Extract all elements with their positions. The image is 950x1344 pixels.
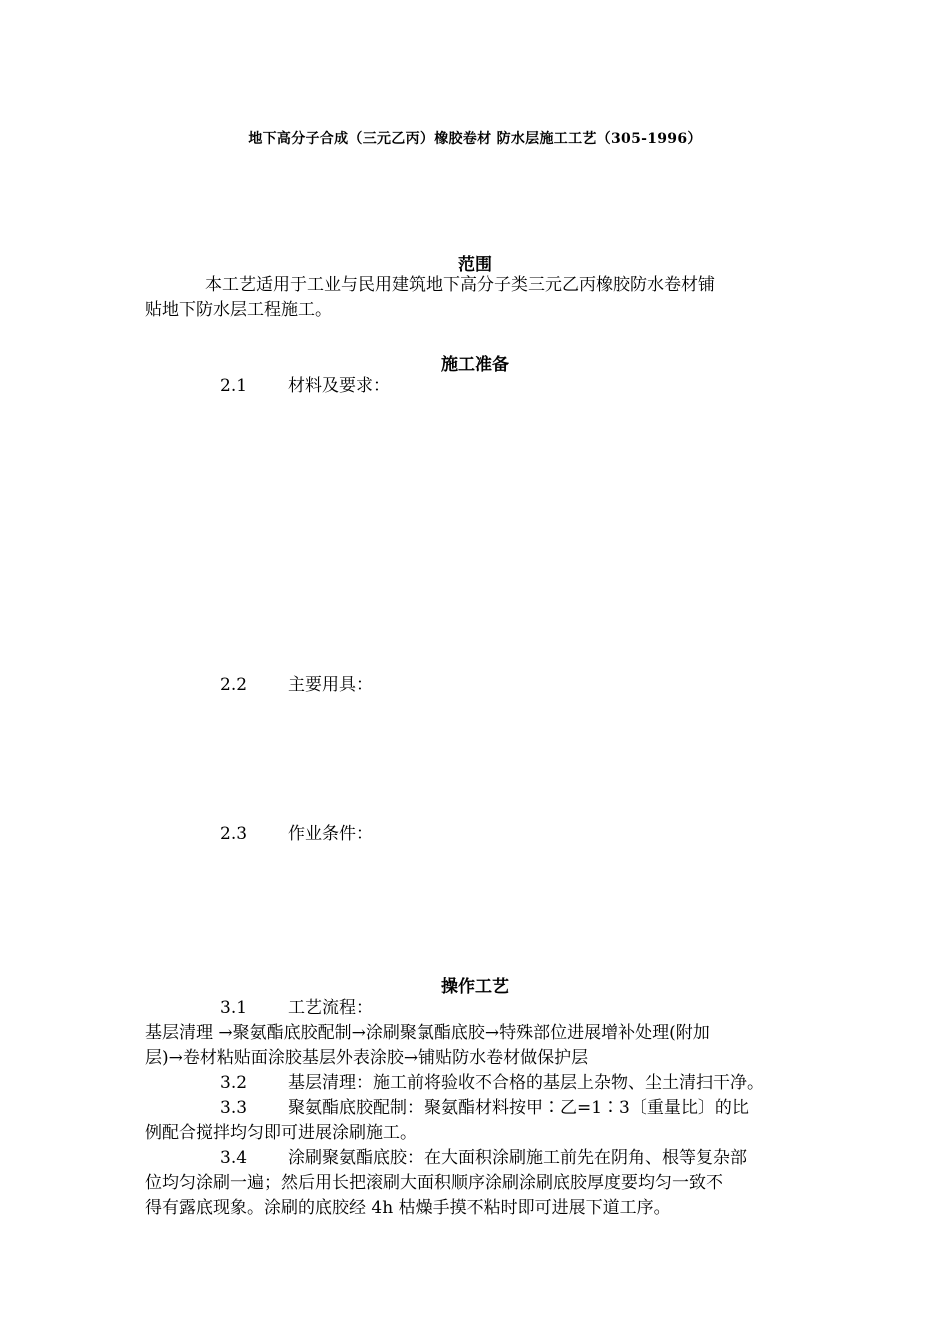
item-2-2-number: 2.2: [220, 675, 248, 695]
item-3-4-text-line-3: 得有露底现象。涂刷的底胶经 4h 枯燥手摸不粘时即可进展下道工序。: [145, 1198, 671, 1218]
process-flow-line-1: 基层清理 →聚氨酯底胶配制→涂刷聚氯酯底胶→特殊部位进展增补处理(附加: [145, 1023, 710, 1043]
item-2-2-label: 主要用具：: [288, 675, 373, 695]
item-3-2-text: 基层清理：施工前将验收不合格的基层上杂物、尘土清扫干净。: [288, 1073, 764, 1093]
item-3-4-number: 3.4: [220, 1148, 248, 1168]
item-2-3-label: 作业条件：: [288, 824, 373, 844]
item-3-1-label: 工艺流程：: [288, 998, 373, 1018]
item-3-3-number: 3.3: [220, 1098, 248, 1118]
item-3-3-text-line-2: 例配合搅拌均匀即可进展涂刷施工。: [145, 1123, 417, 1143]
scope-paragraph-line-2: 贴地下防水层工程施工。: [145, 300, 332, 320]
heading-preparation: 施工准备: [441, 355, 509, 375]
document-title: 地下高分子合成（三元乙丙）橡胶卷材 防水层施工工艺（305-1996）: [248, 131, 702, 147]
item-2-3-number: 2.3: [220, 824, 248, 844]
item-3-2-number: 3.2: [220, 1073, 248, 1093]
item-3-1-number: 3.1: [220, 998, 248, 1018]
item-3-4-text-line-2: 位均匀涂刷一遍；然后用长把滚刷大面积顺序涂刷涂刷底胶厚度要均匀一致不: [145, 1173, 723, 1193]
heading-scope: 范围: [458, 255, 492, 275]
item-3-4-text-line-1: 涂刷聚氨酯底胶：在大面积涂刷施工前先在阴角、根等复杂部: [288, 1148, 747, 1168]
heading-process: 操作工艺: [441, 977, 509, 997]
scope-paragraph-line-1: 本工艺适用于工业与民用建筑地下高分子类三元乙丙橡胶防水卷材铺: [205, 275, 715, 295]
process-flow-line-2: 层)→卷材粘贴面涂胶基层外表涂胶→铺贴防水卷材做保护层: [145, 1048, 589, 1068]
item-2-1-number: 2.1: [220, 376, 248, 396]
item-2-1-label: 材料及要求：: [288, 376, 390, 396]
item-3-3-text-line-1: 聚氨酯底胶配制：聚氨酯材料按甲∶乙=1∶3〔重量比〕的比: [288, 1098, 749, 1118]
